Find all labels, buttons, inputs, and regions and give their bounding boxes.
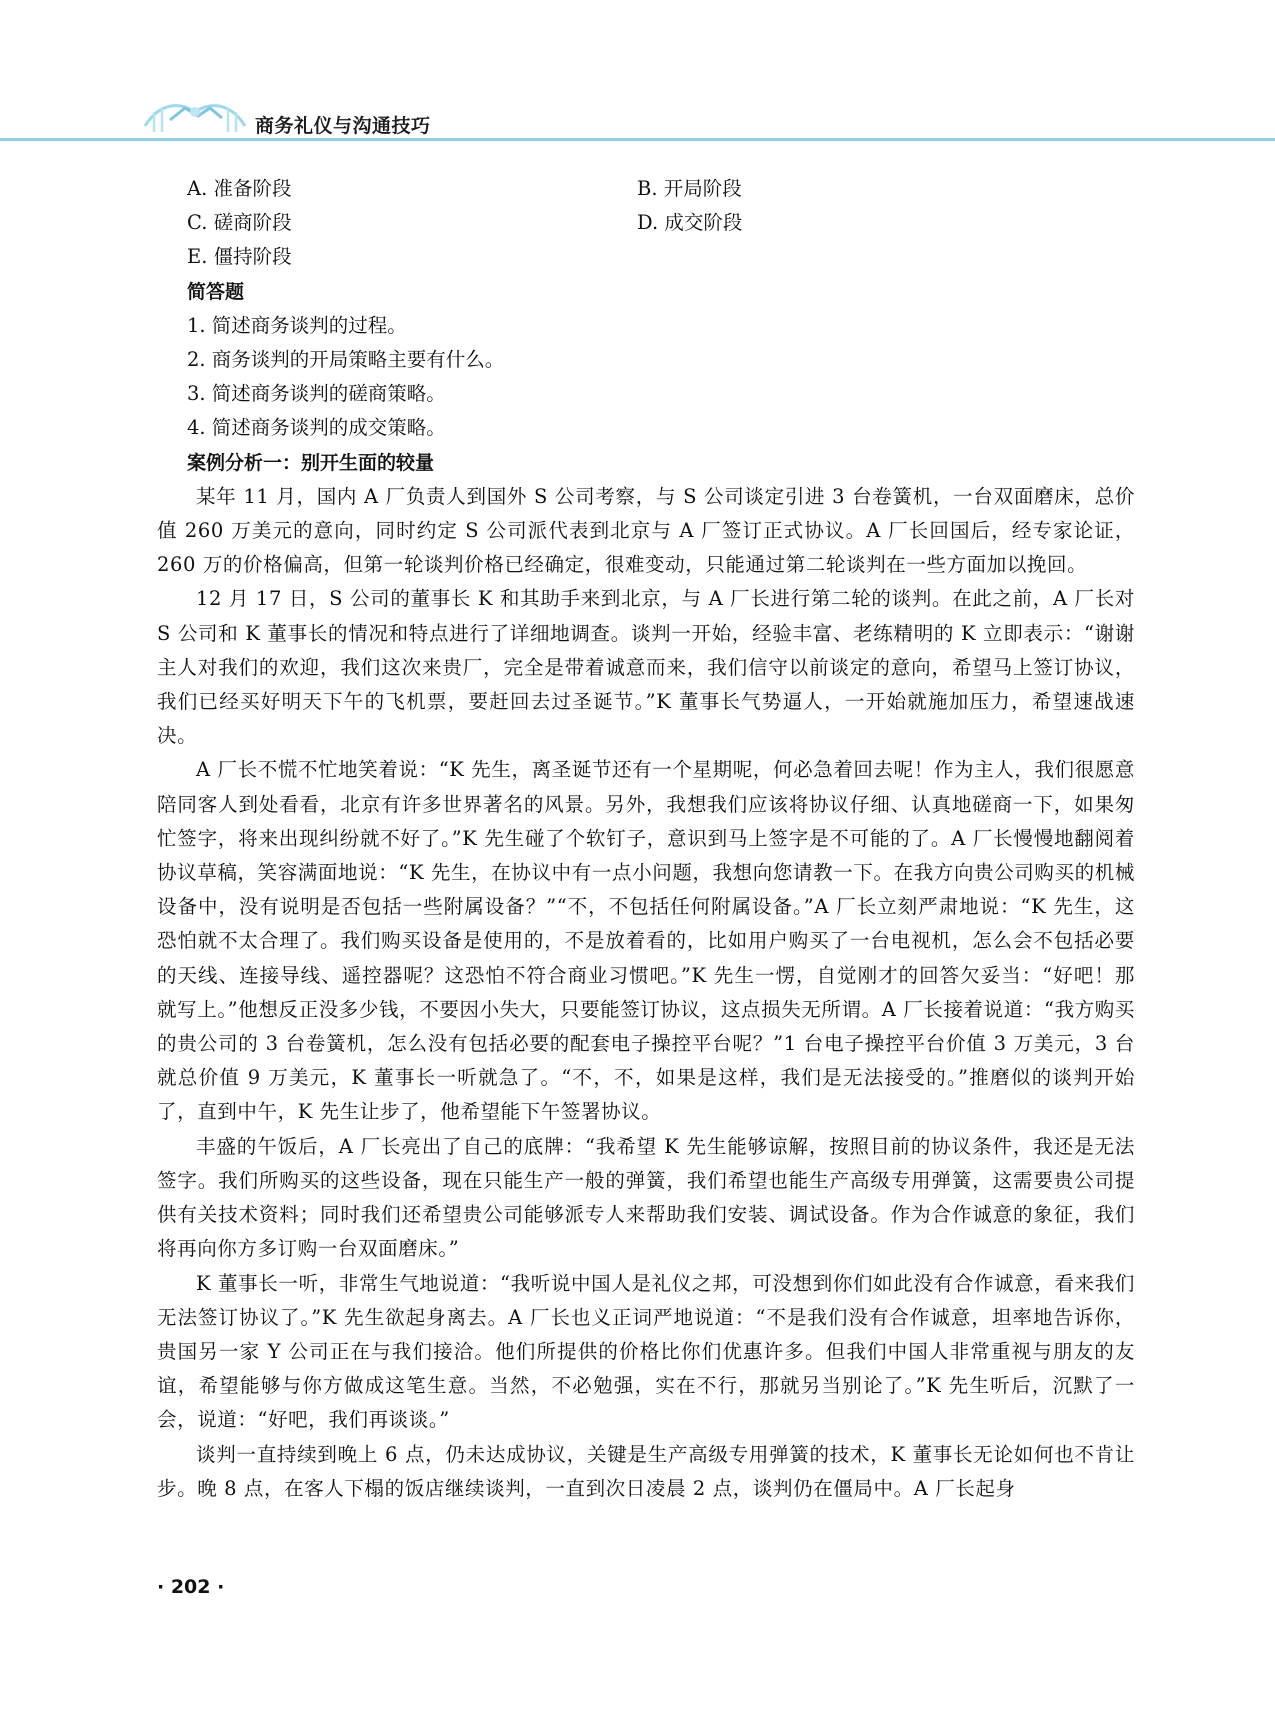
short-answer-heading: 简答题 [187, 280, 245, 303]
option-d: D. 成交阶段 [637, 211, 743, 235]
handshake-icon [140, 82, 250, 138]
header-title: 商务礼仪与沟通技巧 [255, 115, 431, 137]
question-item: 1. 简述商务谈判的过程。 [187, 313, 407, 337]
page-content [157, 172, 1135, 1506]
question-item: 2. 商务谈判的开局策略主要有什么。 [187, 348, 505, 372]
header-divider [0, 138, 1275, 141]
choice-options [157, 172, 1135, 275]
case-paragraph: 某年 11 月，国内 A 厂负责人到国外 S 公司考察，与 S 公司谈定引进 3 台卷簧机，一台双面磨床，总价值 260 万美元的意向，同时约定 S 公司派代表到北京与 A 厂签订正式协议。A 厂长回国后，经专家论证，260 万的价格偏高，但第一轮谈判价格已经确定，很难变动，只能通过第二轮谈判在一些方面加以挽回。 [157, 484, 1135, 577]
option-b: B. 开局阶段 [637, 177, 742, 200]
case-paragraph: A 厂长不慌不忙地笑着说：“K 先生，离圣诞节还有一个星期呢，何必急着回去呢！作为主人，我们很愿意陪同客人到处看看，北京有许多世界著名的风景。另外，我想我们应该将协议仔细、认真地磋商一下，如果匆忙签字，将来出现纠纷就不好了。”K 先生碰了个软钉子，意识到马上签字是不可能的了。A 厂长慢慢地翻阅着协议草稿，笑容满面地说：“K 先生，在协议中有一点小问题，我想向您请教一下。在我方向贵公司购买的机械设备中，没有说明是否包括一些附属设备？”“不，不包括任何附属设备。”A 厂长立刻严肃地说：“K 先生，这恐怕就不太合理了。我们购买设备是使用的，不是放着看的，比如用户购买了一台电视机，怎么会不包括必要的天线、连接导线、遥控器呢？这恐怕不符合商业习惯吧。”K 先生一愣，自觉刚才的回答欠妥当：“好吧！那就写上。”他想反正没多少钱，不要因小失大，只要能签订协议，这点损失无所谓。A 厂长接着说道：“我方购买的贵公司的 3 台卷簧机，怎么没有包括必要的配套电子操控平台呢？”1 台电子操控平台价值 3 万美元，3 台就总价值 9 万美元，K 董事长一听就急了。“不，不，如果是这样，我们是无法接受的。”推磨似的谈判开始了，直到中午，K 先生让步了，他希望能下午签署协议。 [157, 758, 1135, 1124]
option-a: A. 准备阶段 [187, 177, 292, 200]
question-item: 4. 简述商务谈判的成交策略。 [187, 416, 446, 440]
question-item: 3. 简述商务谈判的磋商策略。 [187, 382, 446, 406]
case-paragraph: 丰盛的午饭后，A 厂长亮出了自己的底牌：“我希望 K 先生能够谅解，按照目前的协议条件，我还是无法签字。我们所购买的这些设备，现在只能生产一般的弹簧，我们希望也能生产高级专用弹簧，这需要贵公司提供有关技术资料；同时我们还希望贵公司能够派专人来帮助我们安装、调试设备。作为合作诚意的象征，我们将再向你方多订购一台双面磨床。” [157, 1134, 1135, 1261]
case-paragraph: 谈判一直持续到晚上 6 点，仍未达成协议，关键是生产高级专用弹簧的技术，K 董事长无论如何也不肯让步。晚 8 点，在客人下榻的饭店继续谈判，一直到次日凌晨 2 点，谈判仍在僵局中。A 厂长起身 [157, 1442, 1135, 1500]
page-header [0, 0, 1275, 150]
option-e: E. 僵持阶段 [187, 245, 292, 269]
case-paragraph: K 董事长一听，非常生气地说道：“我听说中国人是礼仪之邦，可没想到你们如此没有合作诚意，看来我们无法签订协议了。”K 先生欲起身离去。A 厂长也义正词严地说道：“不是我们没有合作诚意，坦率地告诉你，贵国另一家 Y 公司正在与我们接洽。他们所提供的价格比你们优惠许多。但我们中国人非常重视与朋友的友谊，希望能够与你方做成这笔生意。当然，不必勉强，实在不行，那就另当别论了。”K 先生听后，沉默了一会，说道：“好吧，我们再谈谈。” [157, 1271, 1135, 1432]
case-paragraph: 12 月 17 日，S 公司的董事长 K 和其助手来到北京，与 A 厂长进行第二轮的谈判。在此之前，A 厂长对 S 公司和 K 董事长的情况和特点进行了详细地调查。谈判一开始，经验丰富、老练精明的 K 立即表示：“谢谢主人对我们的欢迎，我们这次来贵厂，完全是带着诚意而来，我们信守以前谈定的意向，希望马上签订协议，我们已经买好明天下午的飞机票，要赶回去过圣诞节。”K 董事长气势逼人，一开始就施加压力，希望速战速决。 [157, 587, 1135, 748]
case-heading: 案例分析一：别开生面的较量 [187, 451, 435, 474]
page-number: · 202 · [157, 1576, 225, 1598]
option-c: C. 磋商阶段 [187, 211, 292, 235]
